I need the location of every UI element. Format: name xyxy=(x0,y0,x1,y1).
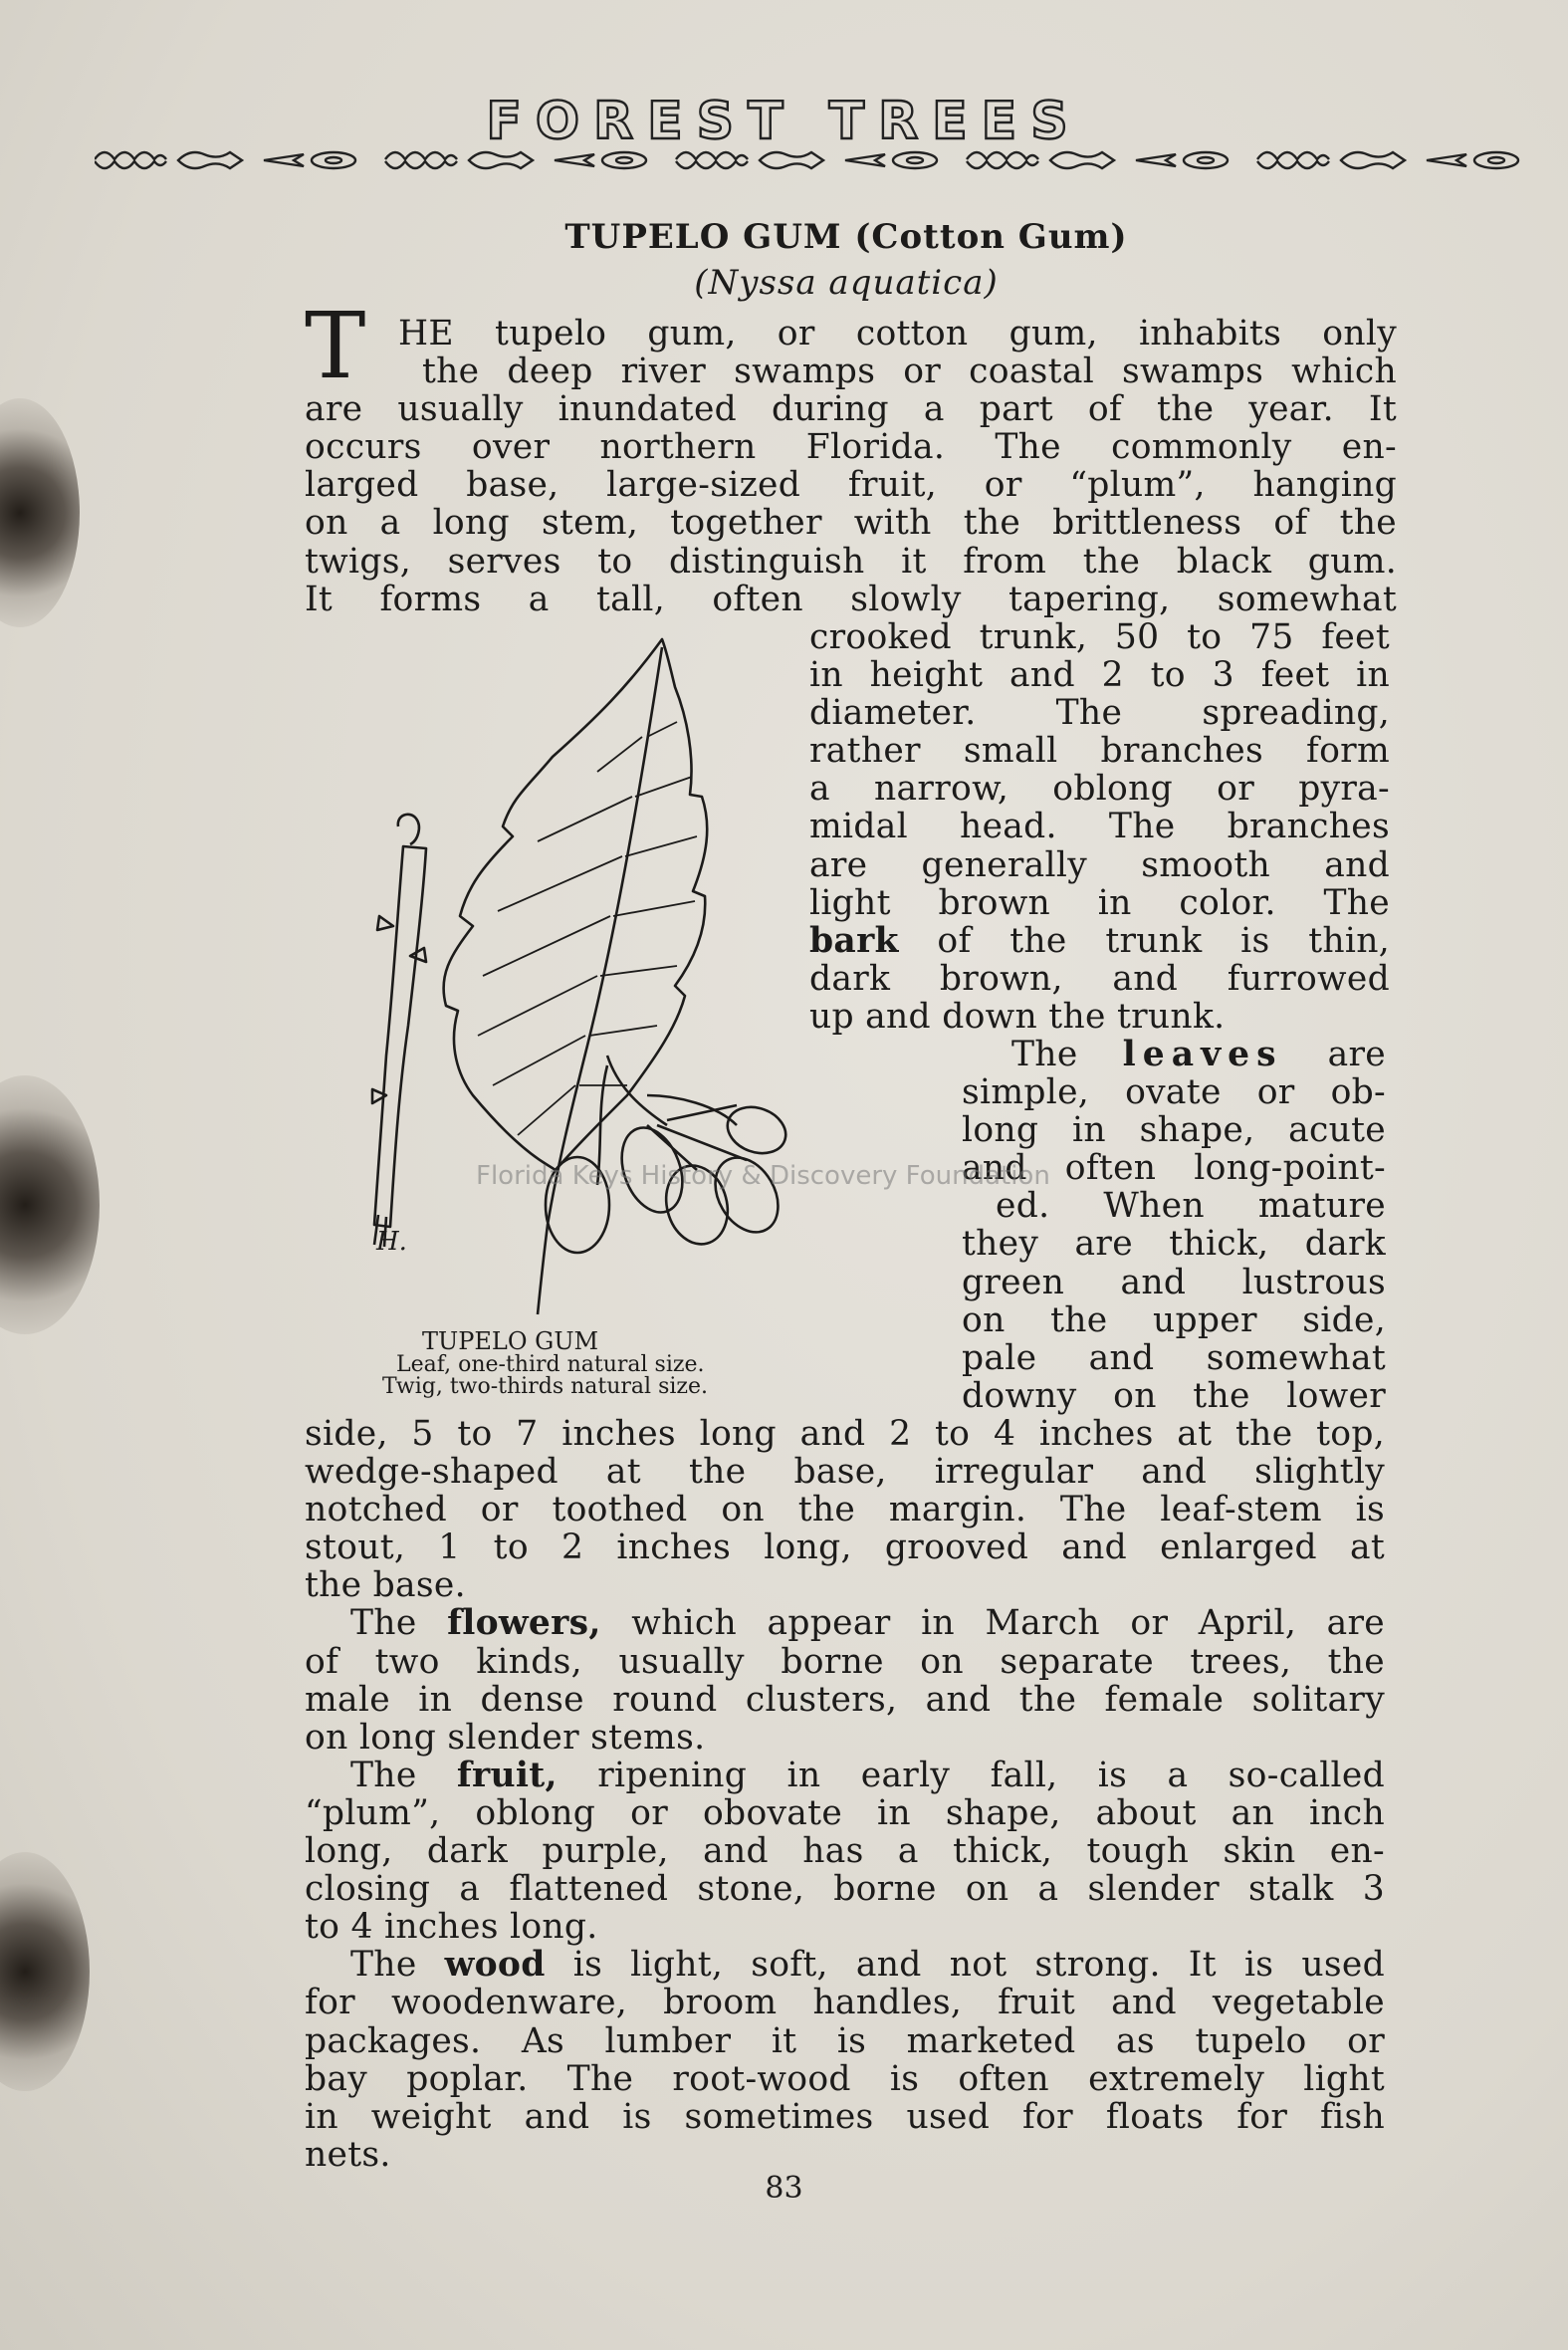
text-line: in height and 2 to 3 feet in xyxy=(809,655,1390,696)
text-fragment: The xyxy=(350,1945,445,1986)
figure-caption-title: TUPELO GUM xyxy=(422,1327,599,1355)
text-line xyxy=(1011,1036,1386,1073)
text-line: rather small branches form xyxy=(809,731,1390,772)
text-line: bay poplar. The root-wood is often extremely light xyxy=(305,2058,1385,2099)
bold-term-bark: bark xyxy=(809,920,899,961)
wrap-column-lower xyxy=(962,1036,1386,1415)
text-line: light brown in color. The xyxy=(809,882,1390,923)
text-line xyxy=(809,922,1390,960)
text-line: for woodenware, broom handles, fruit and vegetable xyxy=(305,1983,1385,2023)
text-line: are generally smooth and xyxy=(809,844,1390,885)
text-line: up and down the trunk. xyxy=(809,996,1226,1037)
text-line: are usually inundated during a part of the year. It xyxy=(305,389,1397,430)
text-line xyxy=(350,1946,1385,1984)
burn-mark xyxy=(0,1852,90,2091)
text-fragment: which appear in March or April, are xyxy=(600,1603,1385,1644)
text-line: and often long-point- xyxy=(962,1148,1386,1189)
text-line: HE tupelo gum, or cotton gum, inhabits only xyxy=(398,314,1397,353)
text-line xyxy=(350,1757,1385,1794)
text-line: a narrow, oblong or pyra- xyxy=(809,769,1390,810)
text-fragment: The xyxy=(1011,1035,1123,1074)
article-subtitle: (Nyssa aquatica) xyxy=(694,263,999,303)
intro-paragraph xyxy=(305,315,1397,618)
tupelo-gum-illustration xyxy=(299,627,876,1344)
figure-caption-leaf: Leaf, one-third natural size. xyxy=(396,1352,705,1377)
text-line: downy on the lower xyxy=(962,1375,1386,1416)
bold-term-fruit: fruit, xyxy=(456,1755,558,1795)
text-fragment: The xyxy=(350,1755,457,1795)
text-line: larged base, large-sized fruit, or “plum”, hanging xyxy=(305,465,1397,506)
text-line: male in dense round clusters, and the female solitary xyxy=(305,1679,1385,1720)
text-fragment: The xyxy=(350,1603,448,1644)
text-line: the base. xyxy=(305,1565,466,1606)
text-fragment: ripening in early fall, is a so-called xyxy=(557,1755,1385,1795)
watermark: Florida Keys History & Discovery Foundation xyxy=(476,1161,1050,1191)
text-fragment: is light, soft, and not strong. It is used xyxy=(545,1945,1385,1986)
text-line: they are thick, dark xyxy=(962,1224,1386,1265)
text-line: on a long stem, together with the brittleness of the xyxy=(305,503,1397,544)
text-line: crooked trunk, 50 to 75 feet xyxy=(809,617,1390,657)
text-line: to 4 inches long. xyxy=(305,1907,598,1948)
text-line: long in shape, acute xyxy=(962,1110,1386,1151)
text-line: It forms a tall, often slowly tapering, somewhat xyxy=(305,579,1397,619)
body-paragraphs xyxy=(305,1415,1385,2174)
text-line: “plum”, oblong or obovate in shape, about an inch xyxy=(305,1792,1385,1833)
figure-caption-twig: Twig, two-thirds natural size. xyxy=(382,1374,708,1399)
text-line: wedge-shaped at the base, irregular and slightly xyxy=(305,1452,1385,1493)
wrap-column-upper xyxy=(809,618,1390,1036)
bold-term-flowers: flowers, xyxy=(447,1603,601,1644)
text-line: diameter. The spreading, xyxy=(809,693,1390,734)
text-line: packages. As lumber it is marketed as tupelo or xyxy=(305,2020,1385,2061)
text-line: notched or toothed on the margin. The leaf-stem is xyxy=(305,1490,1385,1530)
text-fragment: of the trunk is thin, xyxy=(898,920,1390,961)
text-line: closing a flattened stone, borne on a slender stalk 3 xyxy=(305,1869,1385,1910)
text-line: simple, ovate or ob- xyxy=(962,1072,1386,1113)
text-line: nets. xyxy=(305,2134,391,2175)
text-fragment: are xyxy=(1282,1035,1386,1074)
text-line: ed. When mature xyxy=(996,1186,1386,1227)
drop-cap: T xyxy=(305,293,366,399)
bold-term-leaves: leaves xyxy=(1122,1035,1283,1074)
text-line: the deep river swamps or coastal swamps which xyxy=(422,352,1397,392)
text-line: of two kinds, usually borne on separate trees, the xyxy=(305,1641,1385,1682)
text-line: stout, 1 to 2 inches long, grooved and enlarged at xyxy=(305,1528,1385,1568)
text-line: on long slender stems. xyxy=(305,1717,706,1758)
text-line: in weight and is sometimes used for floats for fish xyxy=(305,2096,1385,2137)
text-line xyxy=(350,1604,1385,1642)
page-number: 83 xyxy=(765,2171,803,2206)
text-line: long, dark purple, and has a thick, tough skin en- xyxy=(305,1831,1385,1872)
burn-mark xyxy=(0,398,80,627)
decorative-ornament-rule xyxy=(95,139,1548,181)
text-line: side, 5 to 7 inches long and 2 to 4 inches at the top, xyxy=(305,1414,1385,1454)
text-line: dark brown, and furrowed xyxy=(809,958,1390,999)
artist-initials: H. xyxy=(376,1227,407,1257)
text-line: midal head. The branches xyxy=(809,807,1390,847)
bold-term-wood: wood xyxy=(444,1945,546,1986)
running-header: FOREST TREES xyxy=(486,92,1082,151)
article-title: TUPELO GUM (Cotton Gum) xyxy=(564,217,1128,257)
text-line: pale and somewhat xyxy=(962,1337,1386,1378)
text-line: green and lustrous xyxy=(962,1262,1386,1302)
text-line: twigs, serves to distinguish it from the black gum. xyxy=(305,541,1397,582)
text-line: on the upper side, xyxy=(962,1299,1386,1340)
text-line: occurs over northern Florida. The commonly en- xyxy=(305,427,1397,468)
burn-mark xyxy=(0,1075,100,1334)
